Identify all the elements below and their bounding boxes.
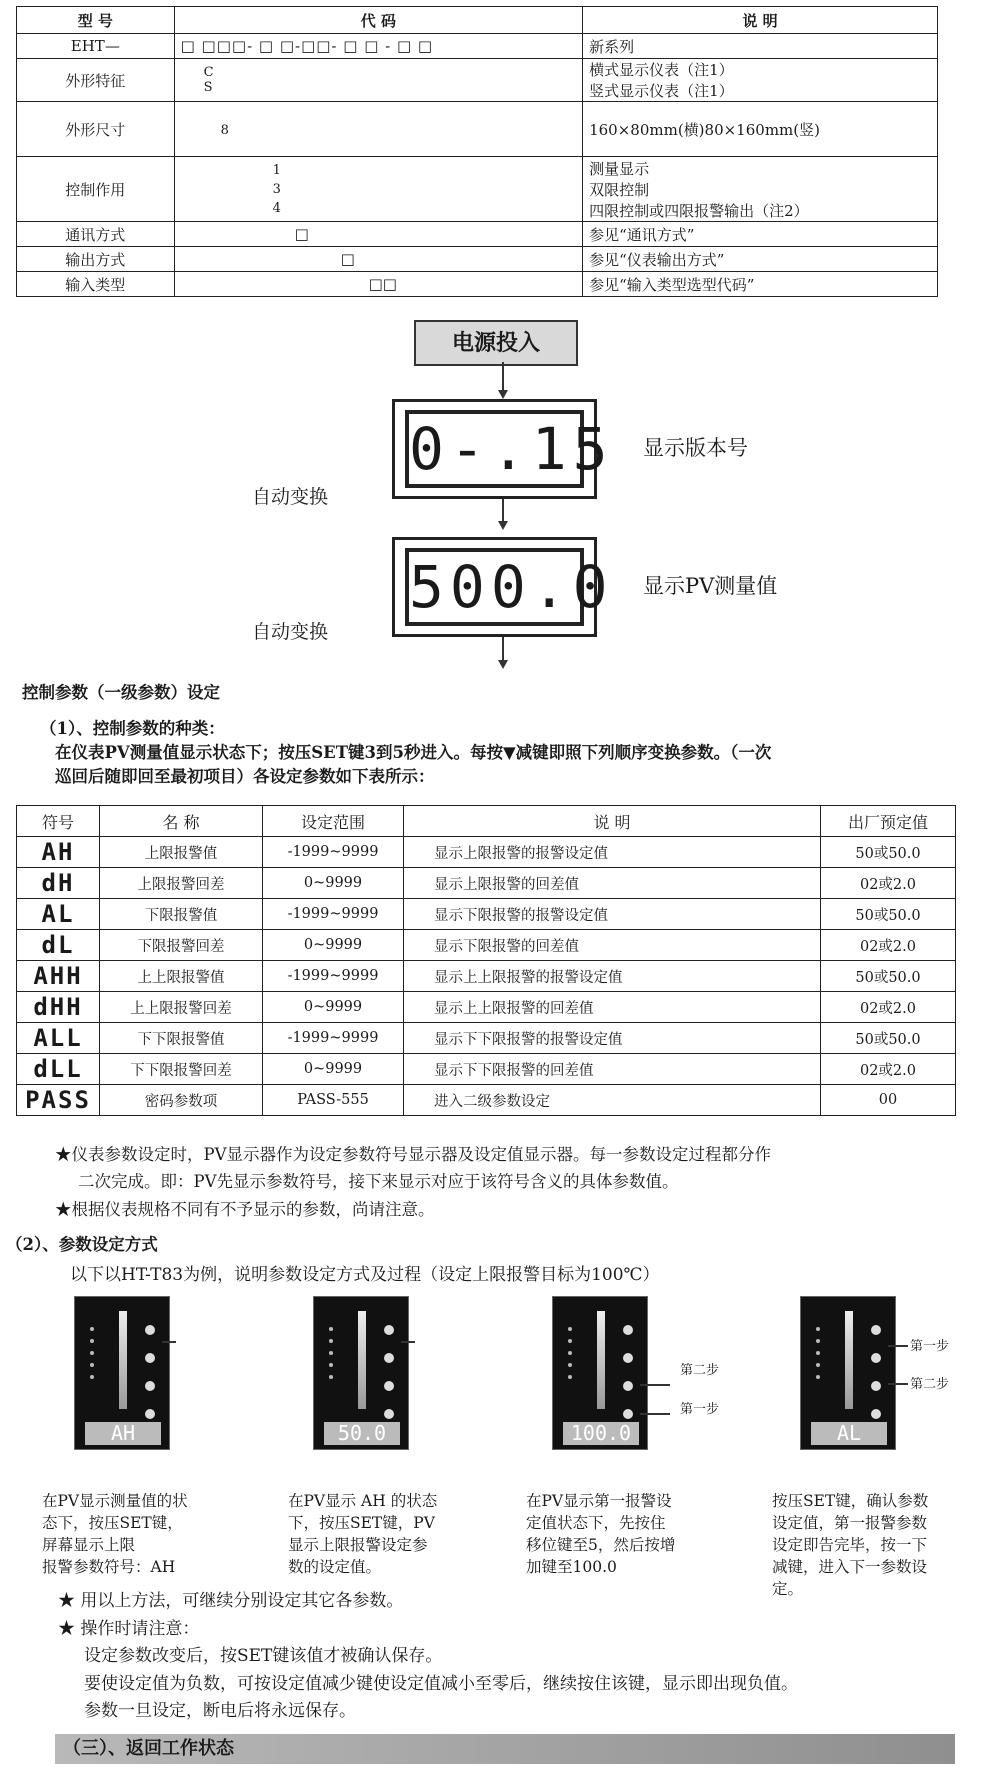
param-default: 02或2.0 (821, 868, 956, 899)
table-row (17, 961, 956, 992)
param-desc: 显示上限报警的报警设定值 (404, 837, 821, 868)
caption-line: 在PV显示 AH 的状态 (288, 1492, 438, 1510)
code-values: C S (203, 65, 214, 95)
table-row (17, 1085, 956, 1116)
method-intro: 以下以HT-T83为例，说明参数设定方式及过程（设定上限报警目标为100℃） (70, 1265, 660, 1285)
step-label: 第二步 (910, 1377, 950, 1392)
section-header-return: （三）、返回工作状态 (55, 1734, 955, 1764)
code-values: 8 (220, 123, 229, 138)
pv-screen: AL (811, 1422, 887, 1445)
pointer-line (401, 1341, 415, 1343)
col-name: 名 称 (100, 806, 263, 837)
caption-line: 报警参数符号：AH (42, 1558, 176, 1576)
note-line: 要使设定值为负数，可按设定值减少键使设定值减小至零后，继续按住该键，显示即出现负值。 (84, 1674, 798, 1694)
param-default: 02或2.0 (821, 930, 956, 961)
lcd-screen: 0-.15 (405, 410, 584, 488)
caption-line: 设定即告完毕，按一下 (772, 1536, 928, 1554)
flow-arrow (502, 499, 504, 523)
code-values: □ (294, 225, 309, 243)
pointer-line (640, 1413, 670, 1415)
bar-scale (358, 1311, 366, 1409)
row-label: 外形尺寸 (17, 102, 175, 157)
caption-line: 屏幕显示上限 (42, 1536, 136, 1554)
param-desc: 显示下限报警的报警设定值 (404, 899, 821, 930)
pointer-line (162, 1341, 176, 1343)
table-row (17, 992, 956, 1023)
param-symbol: dL (17, 930, 100, 961)
param-range: PASS-555 (263, 1085, 404, 1116)
row-codes (174, 272, 582, 297)
param-symbol: dLL (17, 1054, 100, 1085)
code-values: □ (340, 250, 355, 268)
param-symbol: ALL (17, 1023, 100, 1054)
note-line: ★根据仪表规格不同有不予显示的参数，尚请注意。 (55, 1200, 435, 1219)
param-default: 50或50.0 (821, 1023, 956, 1054)
param-table-header (17, 806, 956, 837)
desc-line: 竖式显示仪表（注1） (589, 82, 734, 100)
caption-line: 态下，按压SET键， (42, 1514, 183, 1532)
param-default: 50或50.0 (821, 899, 956, 930)
header-type: 型 号 (17, 7, 175, 34)
code-values: □□ (368, 275, 397, 293)
row-desc (583, 59, 938, 102)
flow-arrow (502, 362, 504, 390)
bar-scale (597, 1311, 605, 1409)
indicator-leds (90, 1327, 100, 1387)
flow-arrow-head (498, 390, 508, 399)
subsection-title: （1）、控制参数的种类： (40, 719, 225, 738)
param-range: 0~9999 (263, 868, 404, 899)
row-desc: 参见“输入类型选型代码” (583, 272, 938, 297)
indicator-leds (568, 1327, 578, 1387)
param-range: 0~9999 (263, 1054, 404, 1085)
model-row-series (17, 34, 938, 59)
col-range: 设定范围 (263, 806, 404, 837)
header-desc: 说 明 (583, 7, 938, 34)
model-row-output (17, 247, 938, 272)
note-line: 二次完成。即：PV先显示参数符号，接下来显示对应于该符号含义的具体参数值。 (78, 1172, 679, 1191)
param-range: 0~9999 (263, 930, 404, 961)
caption-line: 在PV显示测量值的状 (42, 1492, 188, 1510)
param-name: 上限报警回差 (100, 868, 263, 899)
paragraph-line: 巡回后随即回至最初项目）各设定参数如下表所示： (55, 767, 435, 786)
caption-line: 下，按压SET键，PV (288, 1514, 435, 1532)
param-desc: 显示下限报警的回差值 (404, 930, 821, 961)
param-name: 上上限报警值 (100, 961, 263, 992)
pv-screen: AH (85, 1422, 161, 1445)
code-values: 1 3 4 (272, 162, 281, 216)
row-desc: 参见“仪表输出方式” (583, 247, 938, 272)
param-desc: 显示上上限报警的报警设定值 (404, 961, 821, 992)
param-symbol: AL (17, 899, 100, 930)
row-label: EHT— (17, 34, 175, 59)
control-param-table (16, 805, 956, 1116)
power-on-box: 电源投入 (414, 320, 578, 366)
pv-screen: 50.0 (324, 1422, 400, 1445)
col-default: 出厂预定值 (821, 806, 956, 837)
indicator-leds (816, 1327, 826, 1387)
param-name: 下下限报警回差 (100, 1054, 263, 1085)
pointer-line (888, 1345, 908, 1347)
param-symbol: dHH (17, 992, 100, 1023)
param-desc: 显示上限报警的回差值 (404, 868, 821, 899)
param-default: 00 (821, 1085, 956, 1116)
flow-arrow-head (498, 660, 508, 669)
param-symbol: AHH (17, 961, 100, 992)
param-desc: 进入二级参数设定 (404, 1085, 821, 1116)
model-table-header (17, 7, 938, 34)
row-desc: 160×80mm(横)80×160mm(竖) (583, 102, 938, 157)
caption-line: 定值状态下，先按住 (526, 1514, 666, 1532)
param-symbol: PASS (17, 1085, 100, 1116)
version-label: 显示版本号 (643, 436, 748, 460)
desc-line: 测量显示 (589, 159, 650, 178)
table-row (17, 899, 956, 930)
caption-line: 按压SET键，确认参数 (772, 1492, 929, 1510)
note-line: 参数一旦设定，断电后将永远保存。 (84, 1701, 356, 1721)
param-default: 02或2.0 (821, 1054, 956, 1085)
model-row-size (17, 102, 938, 157)
table-row (17, 868, 956, 899)
model-row-comm (17, 222, 938, 247)
note-line: ★仪表参数设定时，PV显示器作为设定参数符号显示器及设定值显示器。每一参数设定过程都分作 (55, 1145, 772, 1164)
param-range: -1999~9999 (263, 961, 404, 992)
param-default: 50或50.0 (821, 837, 956, 868)
instrument-panel-3 (552, 1296, 648, 1450)
table-row (17, 930, 956, 961)
row-label: 通讯方式 (17, 222, 175, 247)
param-name: 下下限报警值 (100, 1023, 263, 1054)
lcd-display-pv (392, 537, 614, 637)
paragraph-line: 在仪表PV测量值显示状态下；按压SET键3到5秒进入。每按▼减键即照下列顺序变换参数。（一次 (55, 743, 772, 762)
caption-line: 设定值，第一报警参数 (772, 1514, 928, 1532)
param-symbol: dH (17, 868, 100, 899)
pointer-line (888, 1383, 908, 1385)
pv-label: 显示PV测量值 (643, 574, 778, 598)
instrument-panel-2 (313, 1296, 409, 1450)
param-range: -1999~9999 (263, 1023, 404, 1054)
auto-switch-label: 自动变换 (252, 486, 329, 508)
row-codes: □ □□□- □ □-□□- □ □ - □ □ (174, 34, 582, 59)
flow-arrow-head (498, 521, 508, 530)
desc-line: 双限控制 (589, 180, 650, 199)
param-name: 下限报警回差 (100, 930, 263, 961)
pv-screen: 100.0 (563, 1422, 639, 1445)
row-codes (174, 59, 582, 102)
param-default: 02或2.0 (821, 992, 956, 1023)
param-range: -1999~9999 (263, 837, 404, 868)
param-name: 下限报警值 (100, 899, 263, 930)
caption-line: 加键至100.0 (526, 1558, 617, 1576)
caption-line: 减键，进入下一参数设 (772, 1558, 928, 1576)
panel-keys (145, 1325, 155, 1437)
col-desc: 说 明 (404, 806, 821, 837)
caption-line: 移位键至5，然后按增 (526, 1536, 676, 1554)
param-desc: 显示下下限报警的报警设定值 (404, 1023, 821, 1054)
lcd-display-version (392, 399, 614, 499)
table-row (17, 837, 956, 868)
step-label: 第一步 (910, 1339, 950, 1354)
param-desc: 显示下下限报警的回差值 (404, 1054, 821, 1085)
desc-line: 四限控制或四限报警输出（注2） (589, 201, 809, 220)
bar-scale (845, 1311, 853, 1409)
param-symbol: AH (17, 837, 100, 868)
model-row-shape (17, 59, 938, 102)
row-codes (174, 247, 582, 272)
model-code-table (16, 6, 938, 297)
row-codes (174, 222, 582, 247)
row-desc (583, 157, 938, 222)
model-row-input (17, 272, 938, 297)
param-range: -1999~9999 (263, 899, 404, 930)
row-desc: 新系列 (583, 34, 938, 59)
desc-line: 横式显示仪表（注1） (589, 61, 734, 79)
row-label: 输出方式 (17, 247, 175, 272)
param-name: 密码参数项 (100, 1085, 263, 1116)
param-name: 上上限报警回差 (100, 992, 263, 1023)
note-line: 设定参数改变后，按SET键该值才被确认保存。 (84, 1646, 443, 1666)
caption-line: 在PV显示第一报警设 (526, 1492, 672, 1510)
param-desc: 显示上上限报警的回差值 (404, 992, 821, 1023)
note-line: ★ 用以上方法，可继续分别设定其它各参数。 (58, 1591, 404, 1611)
caption-line: 定。 (772, 1580, 804, 1598)
table-row (17, 1023, 956, 1054)
header-code: 代 码 (174, 7, 582, 34)
param-range: 0~9999 (263, 992, 404, 1023)
auto-switch-label: 自动变换 (252, 621, 329, 643)
bar-scale (119, 1311, 127, 1409)
step-label: 第一步 (680, 1402, 720, 1417)
instrument-panel-1 (74, 1296, 170, 1450)
col-symbol: 符号 (17, 806, 100, 837)
panel-keys (871, 1325, 881, 1437)
caption-line: 显示上限报警设定参 (288, 1536, 428, 1554)
row-label: 外形特征 (17, 59, 175, 102)
row-codes (174, 157, 582, 222)
instrument-panel-4 (800, 1296, 896, 1450)
row-label: 控制作用 (17, 157, 175, 222)
section-title: 控制参数（一级参数）设定 (22, 683, 220, 702)
caption-line: 数的设定值。 (288, 1558, 382, 1576)
table-row (17, 1054, 956, 1085)
row-label: 输入类型 (17, 272, 175, 297)
model-row-control (17, 157, 938, 222)
lcd-screen: 500.0 (405, 548, 584, 626)
row-desc: 参见“通讯方式” (583, 222, 938, 247)
note-line: ★ 操作时请注意： (58, 1619, 200, 1639)
param-default: 50或50.0 (821, 961, 956, 992)
indicator-leds (329, 1327, 339, 1387)
step-label: 第二步 (680, 1363, 720, 1378)
section-title: （2）、参数设定方式 (6, 1235, 158, 1254)
pointer-line (640, 1384, 670, 1386)
row-codes (174, 102, 582, 157)
param-name: 上限报警值 (100, 837, 263, 868)
